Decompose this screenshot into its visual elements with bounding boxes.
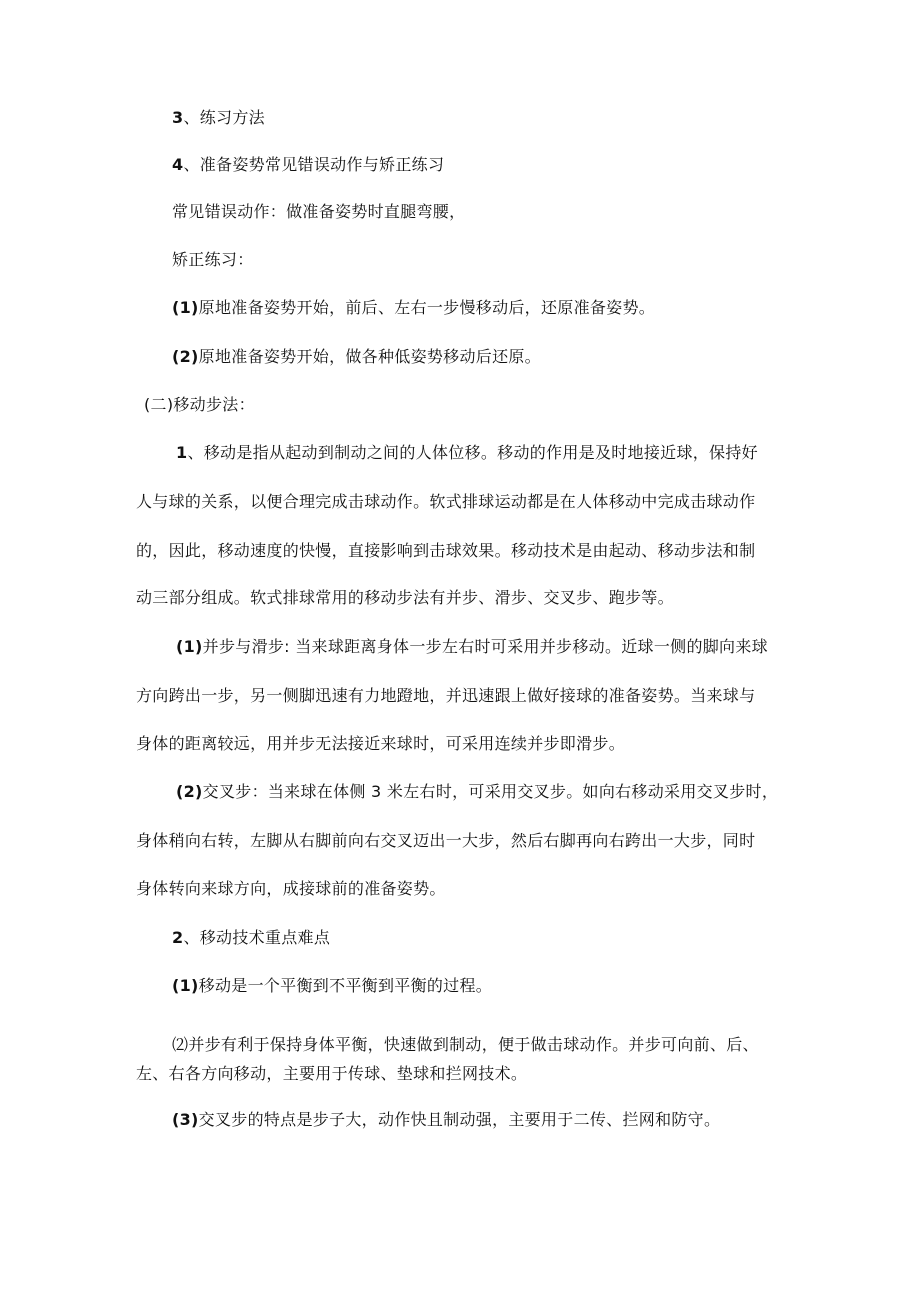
list-item: (3)交叉步的特点是步子大，动作快且制动强，主要用于二传、拦网和防守。 — [172, 1110, 721, 1129]
paragraph-line: 身体的距离较远，用并步无法接近来球时，可采用连续并步即滑步。 — [136, 734, 626, 753]
paragraph-line: 身体转向来球方向，成接球前的准备姿势。 — [136, 879, 446, 898]
paragraph-line: 动三部分组成。软式排球常用的移动步法有并步、滑步、交叉步、跑步等。 — [136, 588, 674, 607]
list-item: (1)移动是一个平衡到不平衡到平衡的过程。 — [172, 976, 493, 995]
section-heading: 2、移动技术重点难点 — [172, 928, 331, 947]
paragraph-line: 人与球的关系，以便合理完成击球动作。软式排球运动都是在人体移动中完成击球动作 — [136, 492, 756, 511]
section-heading: (二)移动步法： — [144, 395, 255, 414]
paragraph-line: 身体稍向右转，左脚从右脚前向右交叉迈出一大步，然后右脚再向右跨出一大步，同时 — [136, 831, 756, 850]
paragraph-line: 常见错误动作：做准备姿势时直腿弯腰， — [172, 202, 466, 221]
paragraph-line: 矫正练习： — [172, 250, 254, 269]
list-item: ⑵并步有利于保持身体平衡，快速做到制动，便于做击球动作。并步可向前、后、 — [172, 1035, 759, 1054]
paragraph-line: 1、移动是指从起动到制动之间的人体位移。移动的作用是及时地接近球，保持好 — [176, 443, 758, 462]
list-item: (2)原地准备姿势开始，做各种低姿势移动后还原。 — [172, 347, 541, 366]
list-item: (2)交叉步：当来球在体侧 3 米左右时，可采用交叉步。如向右移动采用交叉步时， — [176, 782, 779, 801]
section-heading: 3、练习方法 — [172, 108, 265, 127]
list-item: (1)原地准备姿势开始，前后、左右一步慢移动后，还原准备姿势。 — [172, 298, 656, 317]
list-item: (1)并步与滑步: 当来球距离身体一步左右时可采用并步移动。近球一侧的脚向来球 — [176, 637, 768, 656]
paragraph-line: 方向跨出一步，另一侧脚迅速有力地蹬地，并迅速跟上做好接球的准备姿势。当来球与 — [136, 686, 756, 705]
paragraph-line: 的，因此，移动速度的快慢，直接影响到击球效果。移动技术是由起动、移动步法和制 — [136, 541, 756, 560]
section-heading: 4、准备姿势常见错误动作与矫正练习 — [172, 155, 445, 174]
paragraph-line: 左、右各方向移动，主要用于传球、垫球和拦网技术。 — [136, 1064, 528, 1083]
